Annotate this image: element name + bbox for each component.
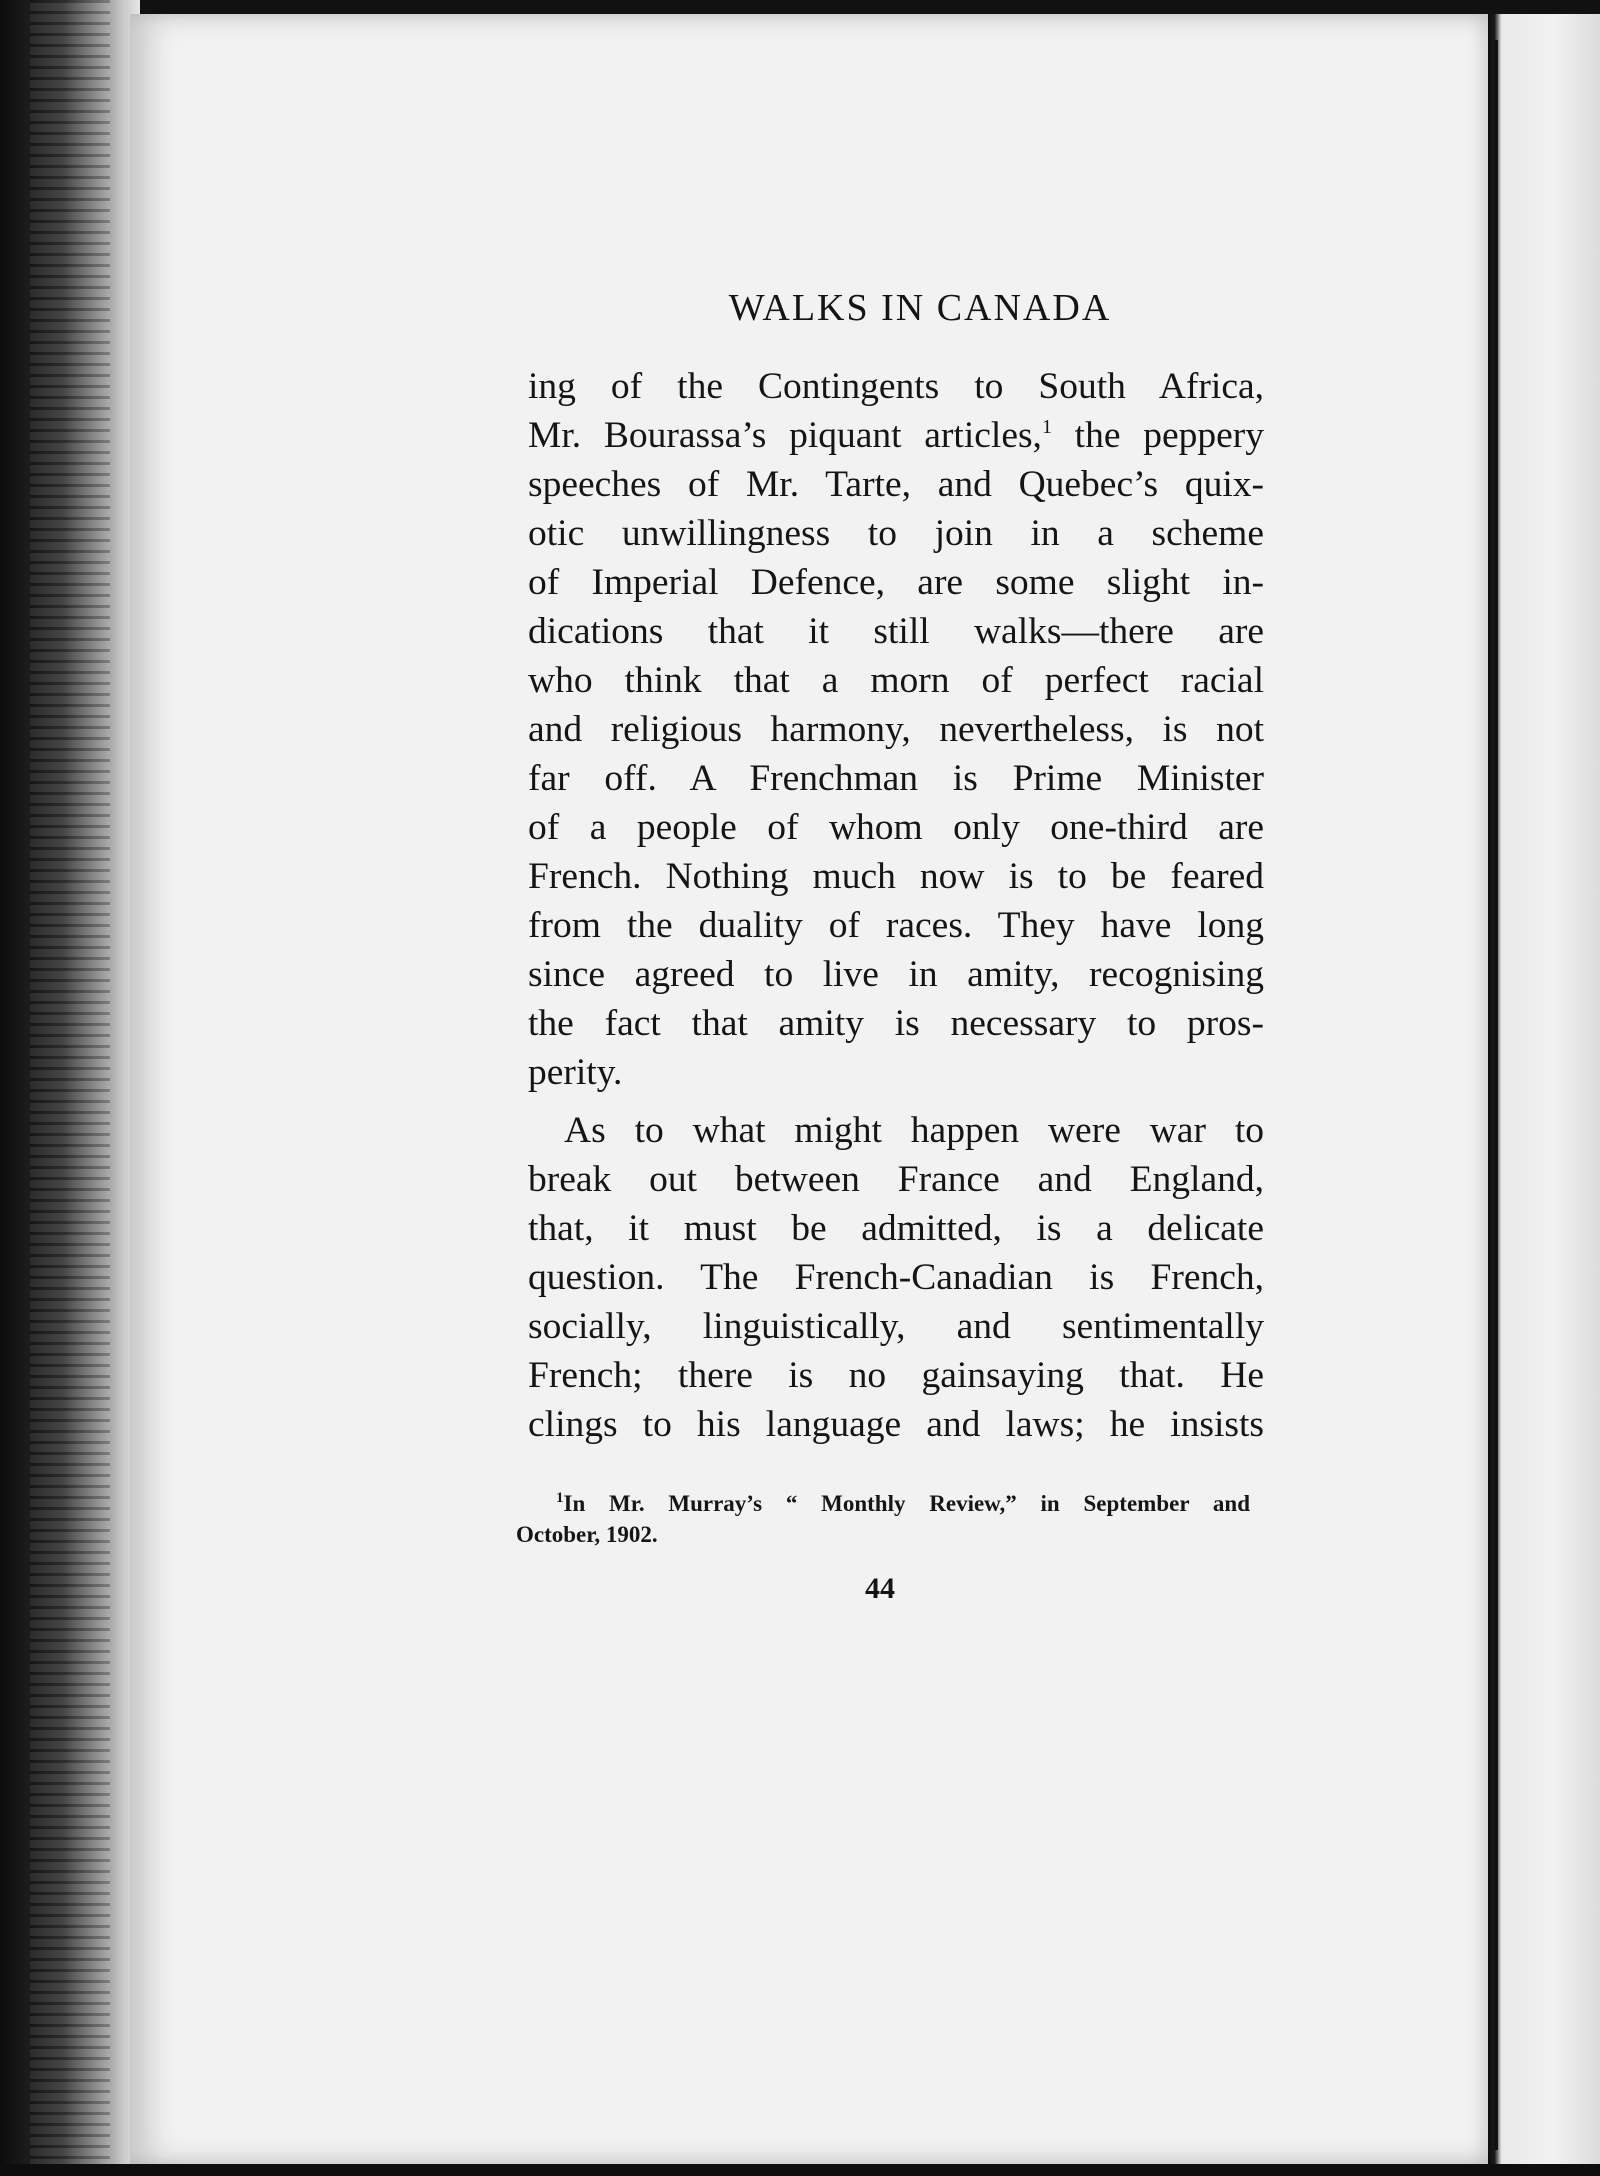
text-line: speeches of Mr. Tarte, and Quebec’s quix-: [528, 464, 1264, 505]
facing-page-edge: [1488, 14, 1600, 2164]
text-line: of a people of whom only one-third are: [528, 807, 1264, 848]
footnote-line: October, 1902.: [516, 1522, 658, 1547]
text-line: French. Nothing much now is to be feared: [528, 856, 1264, 897]
footnote-line: $^1$In Mr. Murray’s “ Monthly Review,” in September and: [556, 1490, 1250, 1516]
text-line: perity.: [528, 1052, 623, 1093]
body-text: [528, 362, 1264, 1449]
text-line: who think that a morn of perfect racial: [528, 660, 1264, 701]
text-line: socially, linguistically, and sentimentally: [528, 1306, 1264, 1347]
footnote-marker: 1: [556, 1490, 564, 1506]
text-line: far off. A Frenchman is Prime Minister: [528, 758, 1264, 799]
text-line: French; there is no gainsaying that. He: [528, 1355, 1264, 1396]
scan-border-top: [0, 0, 1600, 14]
text-line: since agreed to live in amity, recognising: [528, 954, 1264, 995]
page-gutter-line: [1494, 40, 1498, 2150]
text-line: otic unwillingness to join in a scheme: [528, 513, 1264, 554]
text-line: dications that it still walks—there are: [528, 611, 1264, 652]
text-line: that, it must be admitted, is a delicate: [528, 1208, 1264, 1249]
text-line: the fact that amity is necessary to pros-: [528, 1003, 1264, 1044]
text-line: clings to his language and laws; he insists: [528, 1404, 1264, 1445]
text-line: question. The French-Canadian is French,: [528, 1257, 1264, 1298]
running-header: WALKS IN CANADA: [728, 287, 1112, 329]
text-line: from the duality of races. They have long: [528, 905, 1264, 946]
paragraph-break: [528, 1097, 1264, 1106]
text-line: ing of the Contingents to South Africa,: [528, 366, 1264, 407]
text-line: of Imperial Defence, are some slight in-: [528, 562, 1264, 603]
text-line: As to what might happen were war to: [564, 1110, 1264, 1151]
footnote: [516, 1488, 1250, 1550]
page-number: 44: [865, 1572, 895, 1605]
scan-border-bottom: [0, 2164, 1600, 2176]
book-spine-edge: [0, 0, 140, 2176]
text-line: Mr. Bourassa’s piquant articles,$^1$ the peppery: [528, 415, 1264, 456]
text-line: break out between France and England,: [528, 1159, 1264, 1200]
footnote-reference[interactable]: 1: [1041, 416, 1052, 438]
text-line: and religious harmony, nevertheless, is not: [528, 709, 1264, 750]
